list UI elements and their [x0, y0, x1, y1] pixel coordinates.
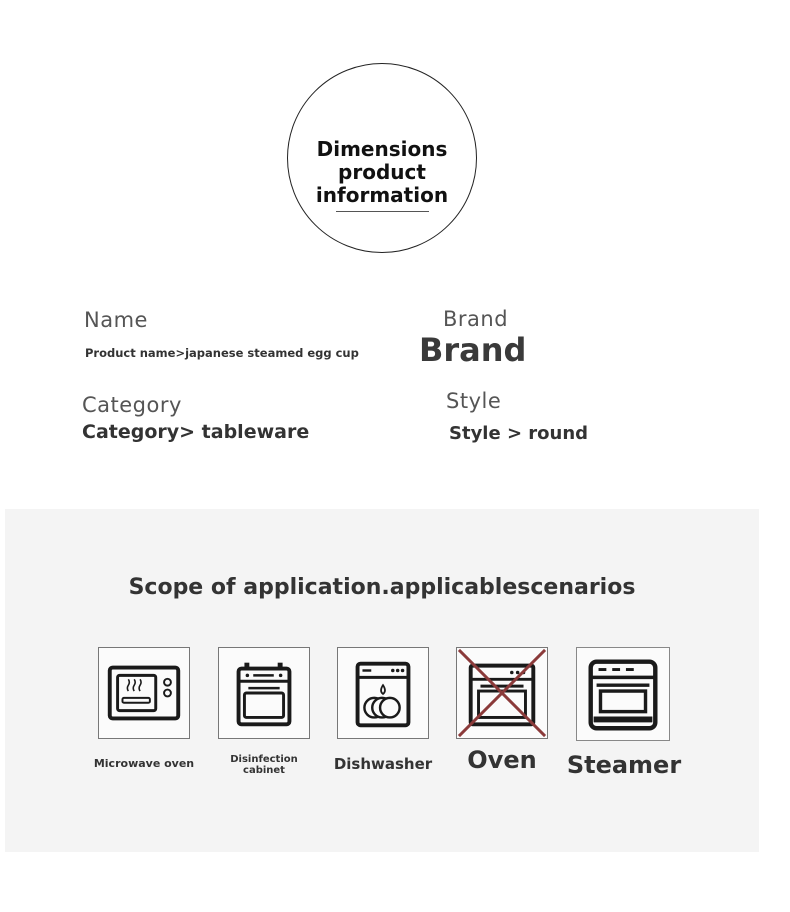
header-title-line-2: product: [338, 160, 426, 184]
style-value: Style > round: [449, 423, 589, 444]
microwave-tile: [98, 647, 190, 739]
oven-tile: [456, 647, 548, 739]
header-title-line-1: Dimensions: [316, 137, 448, 161]
oven-icon: [457, 648, 547, 738]
microwave-caption: Microwave oven: [93, 757, 195, 770]
dishwasher-tile: [337, 647, 429, 739]
header-title: [288, 138, 476, 207]
disinfection-caption: [208, 754, 320, 776]
disinfection-cabinet-icon: [219, 648, 309, 738]
category-value: Category> tableware: [82, 421, 310, 443]
disinfection-caption-line-2: cabinet: [243, 765, 285, 776]
category-label: Category: [82, 393, 182, 417]
dishwasher-caption: Dishwasher: [333, 755, 433, 773]
dishwasher-icon: [338, 648, 428, 738]
scope-panel: [5, 509, 759, 852]
microwave-icon: [99, 648, 189, 738]
header-title-line-3: information: [315, 183, 449, 207]
name-label: Name: [84, 308, 148, 332]
steamer-icon: [577, 648, 669, 740]
style-label: Style: [446, 389, 502, 413]
header-underline: [336, 211, 429, 212]
name-value: Product name>japanese steamed egg cup: [85, 346, 359, 360]
disinfection-caption-line-1: Disinfection: [230, 754, 298, 765]
disinfection-cabinet-tile: [218, 647, 310, 739]
oven-caption: Oven: [467, 746, 537, 774]
scope-title: Scope of application.applicablescenarios: [128, 575, 636, 600]
brand-label: Brand: [443, 307, 509, 331]
header-badge: [287, 63, 477, 253]
brand-value: Brand: [419, 331, 527, 369]
steamer-caption: Steamer: [566, 751, 682, 779]
steamer-tile: [576, 647, 670, 741]
